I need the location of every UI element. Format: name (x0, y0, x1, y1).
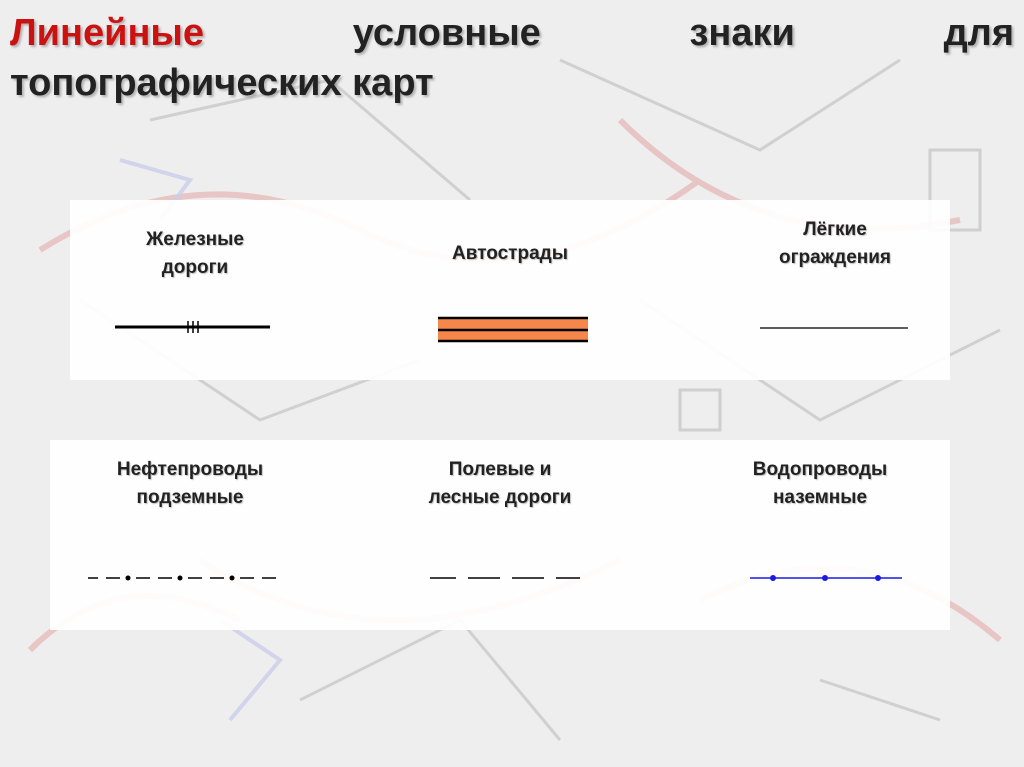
symbol-label-light-fence: Лёгкие ограждения (778, 219, 892, 268)
title-word-accent: Линейные (10, 12, 205, 54)
title-word: знаки (689, 12, 795, 54)
title-line-1 (10, 8, 1014, 58)
highway-symbol-icon (436, 314, 590, 346)
surface-water-pipeline-symbol-icon (748, 570, 906, 586)
slide-title (10, 8, 1014, 108)
symbol-label-field-road: Полевые и лесные дороги (428, 459, 572, 508)
symbol-label-water-pipeline: Водопроводы наземные (752, 459, 888, 508)
title-word: для (943, 12, 1014, 54)
title-line-2: топографических карт (10, 62, 434, 104)
underground-oil-pipeline-symbol-icon (84, 570, 284, 586)
symbol-label-highway: Автострады (452, 243, 568, 264)
light-fence-symbol-icon (756, 322, 912, 334)
symbol-label-oil-pipeline: Нефтепроводы подземные (116, 459, 264, 508)
field-forest-road-symbol-icon (428, 570, 584, 586)
railway-symbol-icon (110, 316, 280, 338)
symbol-label-railway: Железные дороги (146, 229, 244, 278)
title-word: условные (352, 12, 541, 54)
